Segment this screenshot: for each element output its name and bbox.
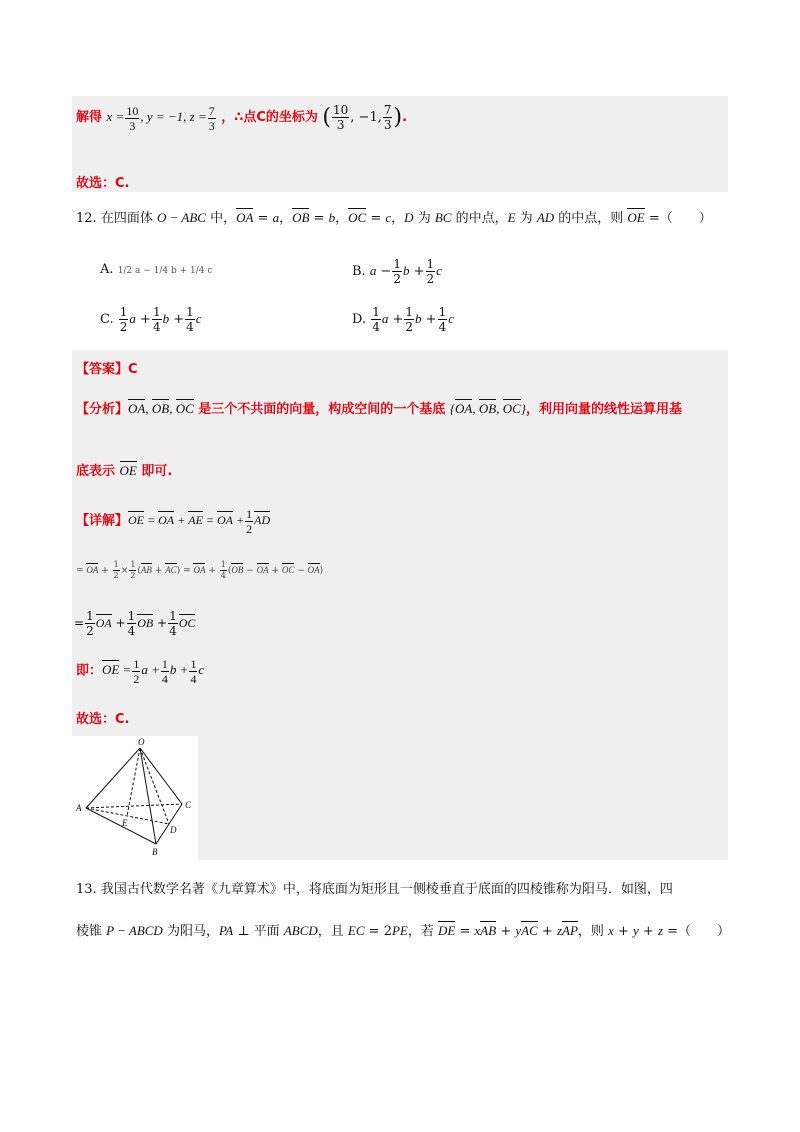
label-C: C	[185, 800, 192, 810]
q13-line2: 棱锥 P − ABCD 为阳马，PA ⊥ 平面 ABCD，且 EC = 2PE，若 DE = xAB + yAC + zAP，则 x + y + z =（ ）	[76, 923, 731, 939]
detail-line1: 【详解】OE = OA + AE = OA + $\frac{1}{2}$ AD	[76, 507, 271, 536]
solve-prefix: 解得	[76, 110, 103, 125]
choose-q12: 故选：C.	[76, 712, 130, 727]
coord-value: (	[322, 105, 331, 130]
analysis-line2: 底表示 OE 即可.	[76, 463, 173, 479]
choose-top: 故选：C.	[76, 176, 130, 191]
q12-stem: 12. 在四面体 O − ABC 中，OA = a，OB = b，OC = c，D 为 BC 的中点，E 为 AD 的中点，则 OE =（ ）	[76, 210, 712, 226]
answer-tag: 【答案】C	[76, 362, 138, 377]
option-b[interactable]: B. a − $\frac{1}{2}$ b + $\frac{1}{2}$ c	[352, 257, 442, 286]
q12-number: 12.	[76, 211, 97, 226]
label-E: E	[122, 818, 128, 828]
label-B: B	[152, 847, 158, 857]
tetrahedron-figure	[72, 736, 198, 860]
tetrahedron-diagram	[72, 736, 198, 860]
option-d[interactable]: D. $\frac{1}{4}$ a + $\frac{1}{2}$ b + $\frac{1}{4}$ c	[352, 305, 454, 334]
coord-text: ，∴点C的坐标为	[221, 110, 318, 125]
label-A: A	[76, 803, 82, 813]
q13-line1: 13. 我国古代数学名著《九章算术》中，将底面为矩形且一侧棱垂直于底面的四棱锥称为阳马．如图，四	[76, 882, 673, 897]
option-a[interactable]: A. 1/2 a − 1/4 b + 1/4 c	[100, 262, 213, 277]
solve-math: x = $\frac{10}{3}$ , y = −1, z = $\frac{7}{3}$	[106, 103, 215, 133]
label-D: D	[170, 825, 177, 835]
conclusion-line: 即：OE = $\frac{1}{2}$ a + $\frac{1}{4}$ b + $\frac{1}{4}$ c	[76, 657, 205, 686]
q13-number: 13.	[76, 882, 97, 897]
label-O: O	[138, 737, 145, 747]
detail-line2: = OA + $\frac{1}{2}$ × $\frac{1}{2}$ (AB + AC) = OA + $\frac{1}{4}$ (OB − OA + OC − OA)	[76, 560, 324, 580]
detail-line3: = $\frac{1}{2}$ OA + $\frac{1}{4}$ OB + $\frac{1}{4}$ OC	[74, 609, 196, 638]
analysis-line1: 【分析】OA, OB, OC 是三个不共面的向量，构成空间的一个基底 {OA, OB, OC}，利用向量的线性运算用基	[76, 401, 682, 417]
option-c[interactable]: C. $\frac{1}{2}$ a + $\frac{1}{4}$ b + $\frac{1}{4}$ c	[100, 305, 202, 334]
solve-line: 解得 x = $\frac{10}{3}$ , y = −1, z = $\frac{7}{3}$ ，∴点C的坐标为 ( $\frac{10}{3}$ , −1, $\frac{7}{3}$ ).	[76, 103, 408, 133]
